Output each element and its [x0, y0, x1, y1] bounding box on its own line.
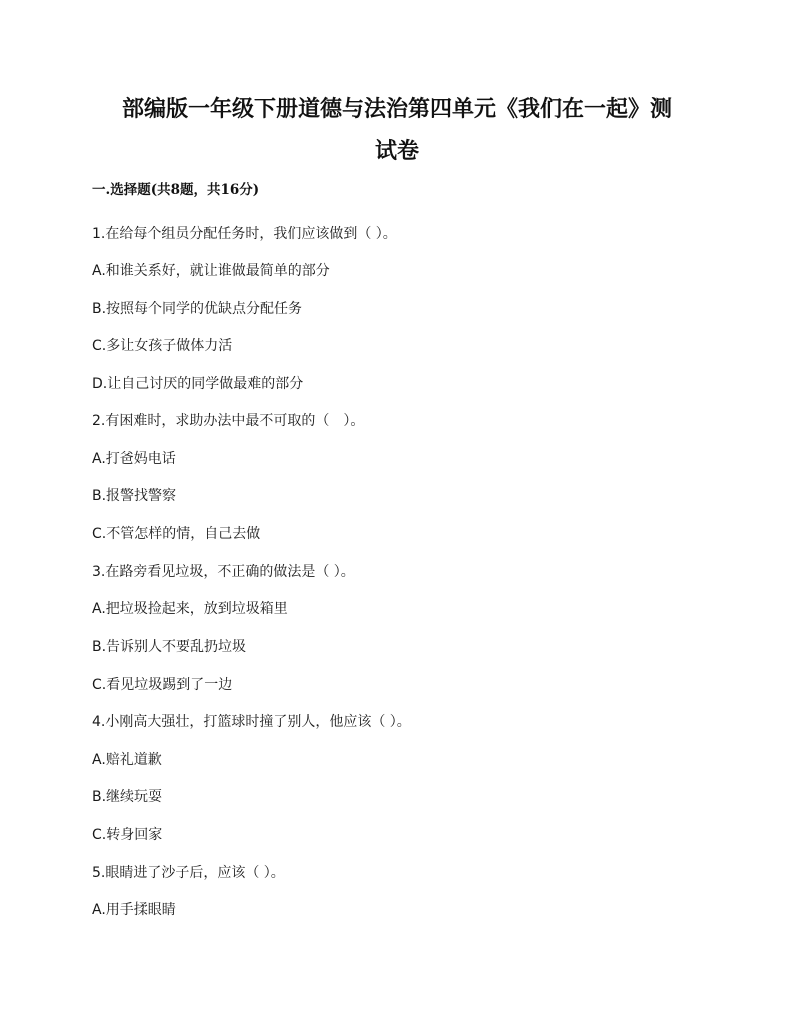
title-line-1: 部编版一年级下册道德与法治第四单元《我们在一起》测	[121, 96, 672, 122]
option-2c: C.不管怎样的情，自己去做	[92, 526, 261, 542]
question-2: 2.有困难时，求助办法中最不可取的（ ）。	[92, 413, 365, 429]
question-3: 3.在路旁看见垃圾，不正确的做法是（ ）。	[92, 564, 355, 580]
question-1: 1.在给每个组员分配任务时，我们应该做到（ ）。	[92, 226, 397, 242]
option-1d: D.让自己讨厌的同学做最难的部分	[92, 376, 304, 392]
question-4: 4.小刚高大强壮，打篮球时撞了别人，他应该（ ）。	[92, 714, 411, 730]
option-3c: C.看见垃圾踢到了一边	[92, 677, 233, 693]
title-line-2: 试卷	[374, 138, 419, 164]
option-3a: A.把垃圾捡起来，放到垃圾箱里	[92, 601, 288, 617]
option-2b: B.报警找警察	[92, 488, 177, 504]
section-heading: 一.选择题(共8题，共16分)	[92, 182, 260, 198]
option-1a: A.和谁关系好，就让谁做最简单的部分	[92, 263, 330, 279]
option-4a: A.赔礼道歉	[92, 752, 162, 768]
option-4b: B.继续玩耍	[92, 789, 163, 805]
option-1b: B.按照每个同学的优缺点分配任务	[92, 301, 303, 317]
question-5: 5.眼睛进了沙子后，应该（ ）。	[92, 865, 285, 881]
option-4c: C.转身回家	[92, 827, 163, 843]
option-5a: A.用手揉眼睛	[92, 902, 176, 918]
option-3b: B.告诉别人不要乱扔垃圾	[92, 639, 247, 655]
document-title	[92, 88, 702, 172]
option-2a: A.打爸妈电话	[92, 451, 176, 467]
option-1c: C.多让女孩子做体力活	[92, 338, 233, 354]
